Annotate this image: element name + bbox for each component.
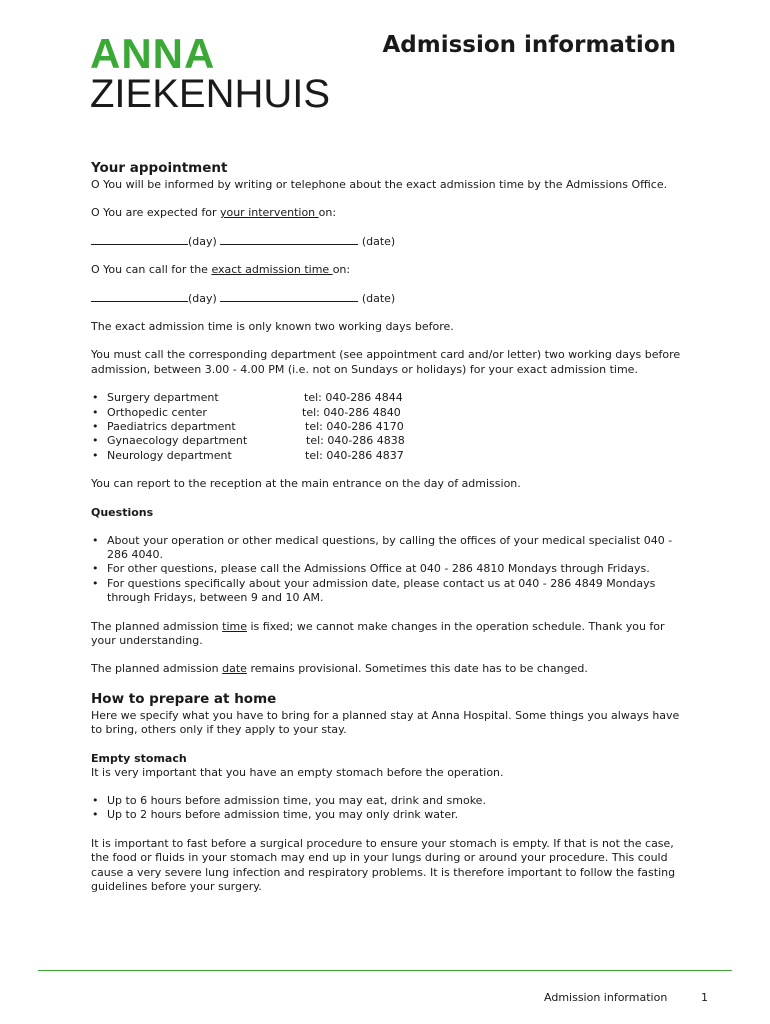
hospital-logo <box>90 30 331 116</box>
footer-title: Admission information <box>544 991 668 1004</box>
intervention-date-fields <box>91 235 681 249</box>
list-item: • For other questions, please call the Admissions Office at 040 - 286 4810 Mondays through Fridays. <box>91 562 681 576</box>
list-item: • Neurology department tel: 040-286 4837 <box>91 449 681 463</box>
empty-stomach-heading: Empty stomach <box>91 751 187 765</box>
list-item: • Surgery department tel: 040-286 4844 <box>91 391 681 405</box>
list-item: • Up to 6 hours before admission time, you may eat, drink and smoke. <box>91 794 681 808</box>
page-number: 1 <box>701 991 708 1004</box>
list-item: • Gynaecology department tel: 040-286 4838 <box>91 434 681 448</box>
document-title: Admission information <box>382 32 676 58</box>
day-label: (day) <box>188 234 217 248</box>
call-department-text: You must call the corresponding department (see appointment card and/or letter) two working days before admission, between 3.00 - 4.00 PM (i.e. not on Sundays or holidays) for your exact admission time. <box>91 348 681 376</box>
admission-date-note: The planned admission date remains provisional. Sometimes this date has to be changed. <box>91 662 588 676</box>
day-blank <box>91 235 188 245</box>
list-item: • About your operation or other medical questions, by calling the offices of your medical specialist 040 - 286 4040. <box>91 534 681 563</box>
admission-time-note: The planned admission time is fixed; we cannot make changes in the operation schedule. Thank you for your understanding. <box>91 619 665 648</box>
list-item: • Up to 2 hours before admission time, you may only drink water. <box>91 808 681 822</box>
prepare-intro: Here we specify what you have to bring for a planned stay at Anna Hospital. Some things you always have to bring, others only if they apply to your stay. <box>91 708 680 737</box>
day-label: (day) <box>188 291 217 305</box>
date-blank <box>220 235 358 245</box>
list-item: • Paediatrics department tel: 040-286 4170 <box>91 420 681 434</box>
department-list <box>91 391 681 463</box>
admission-time-link: exact admission time <box>211 263 333 277</box>
questions-heading: Questions <box>91 505 154 519</box>
intervention-line: O You are expected for your intervention on: <box>91 206 337 220</box>
fasting-explanation: It is important to fast before a surgical procedure to ensure your stomach is empty. If that is not the case, the food or fluids in your stomach may end up in your lungs during or around your procedure. This could cause a very severe lung infection and respiratory problems. It is therefore important to follow the fasting guidelines before your surgery. <box>91 836 676 894</box>
date-label: (date) <box>361 291 396 305</box>
questions-list <box>91 534 681 606</box>
call-date-fields <box>91 292 681 306</box>
list-item: • Orthopedic center tel: 040-286 4840 <box>91 406 681 420</box>
call-line: O You can call for the exact admission time on: <box>91 263 351 277</box>
appointment-notice: O You will be informed by writing or telephone about the exact admission time by the Admissions Office. <box>91 178 668 191</box>
footer-divider <box>38 970 732 971</box>
known-before-text: The exact admission time is only known two working days before. <box>91 320 454 334</box>
appointment-heading: Your appointment <box>91 160 228 176</box>
date-label: (date) <box>361 234 396 248</box>
document-body <box>91 160 681 909</box>
fasting-list <box>91 794 681 823</box>
logo-anna: ANNA <box>90 30 216 77</box>
prepare-heading: How to prepare at home <box>91 690 277 707</box>
empty-stomach-intro: It is very important that you have an empty stomach before the operation. <box>91 765 504 779</box>
day-blank <box>91 292 188 302</box>
date-blank <box>220 292 358 302</box>
logo-ziekenhuis: ZIEKENHUIS <box>90 72 331 116</box>
intervention-link: your intervention <box>219 206 319 220</box>
reception-text: You can report to the reception at the main entrance on the day of admission. <box>91 477 521 491</box>
list-item: • For questions specifically about your admission date, please contact us at 040 - 286 4849 Mondays through Fridays, between 9 and 10 AM. <box>91 577 681 606</box>
